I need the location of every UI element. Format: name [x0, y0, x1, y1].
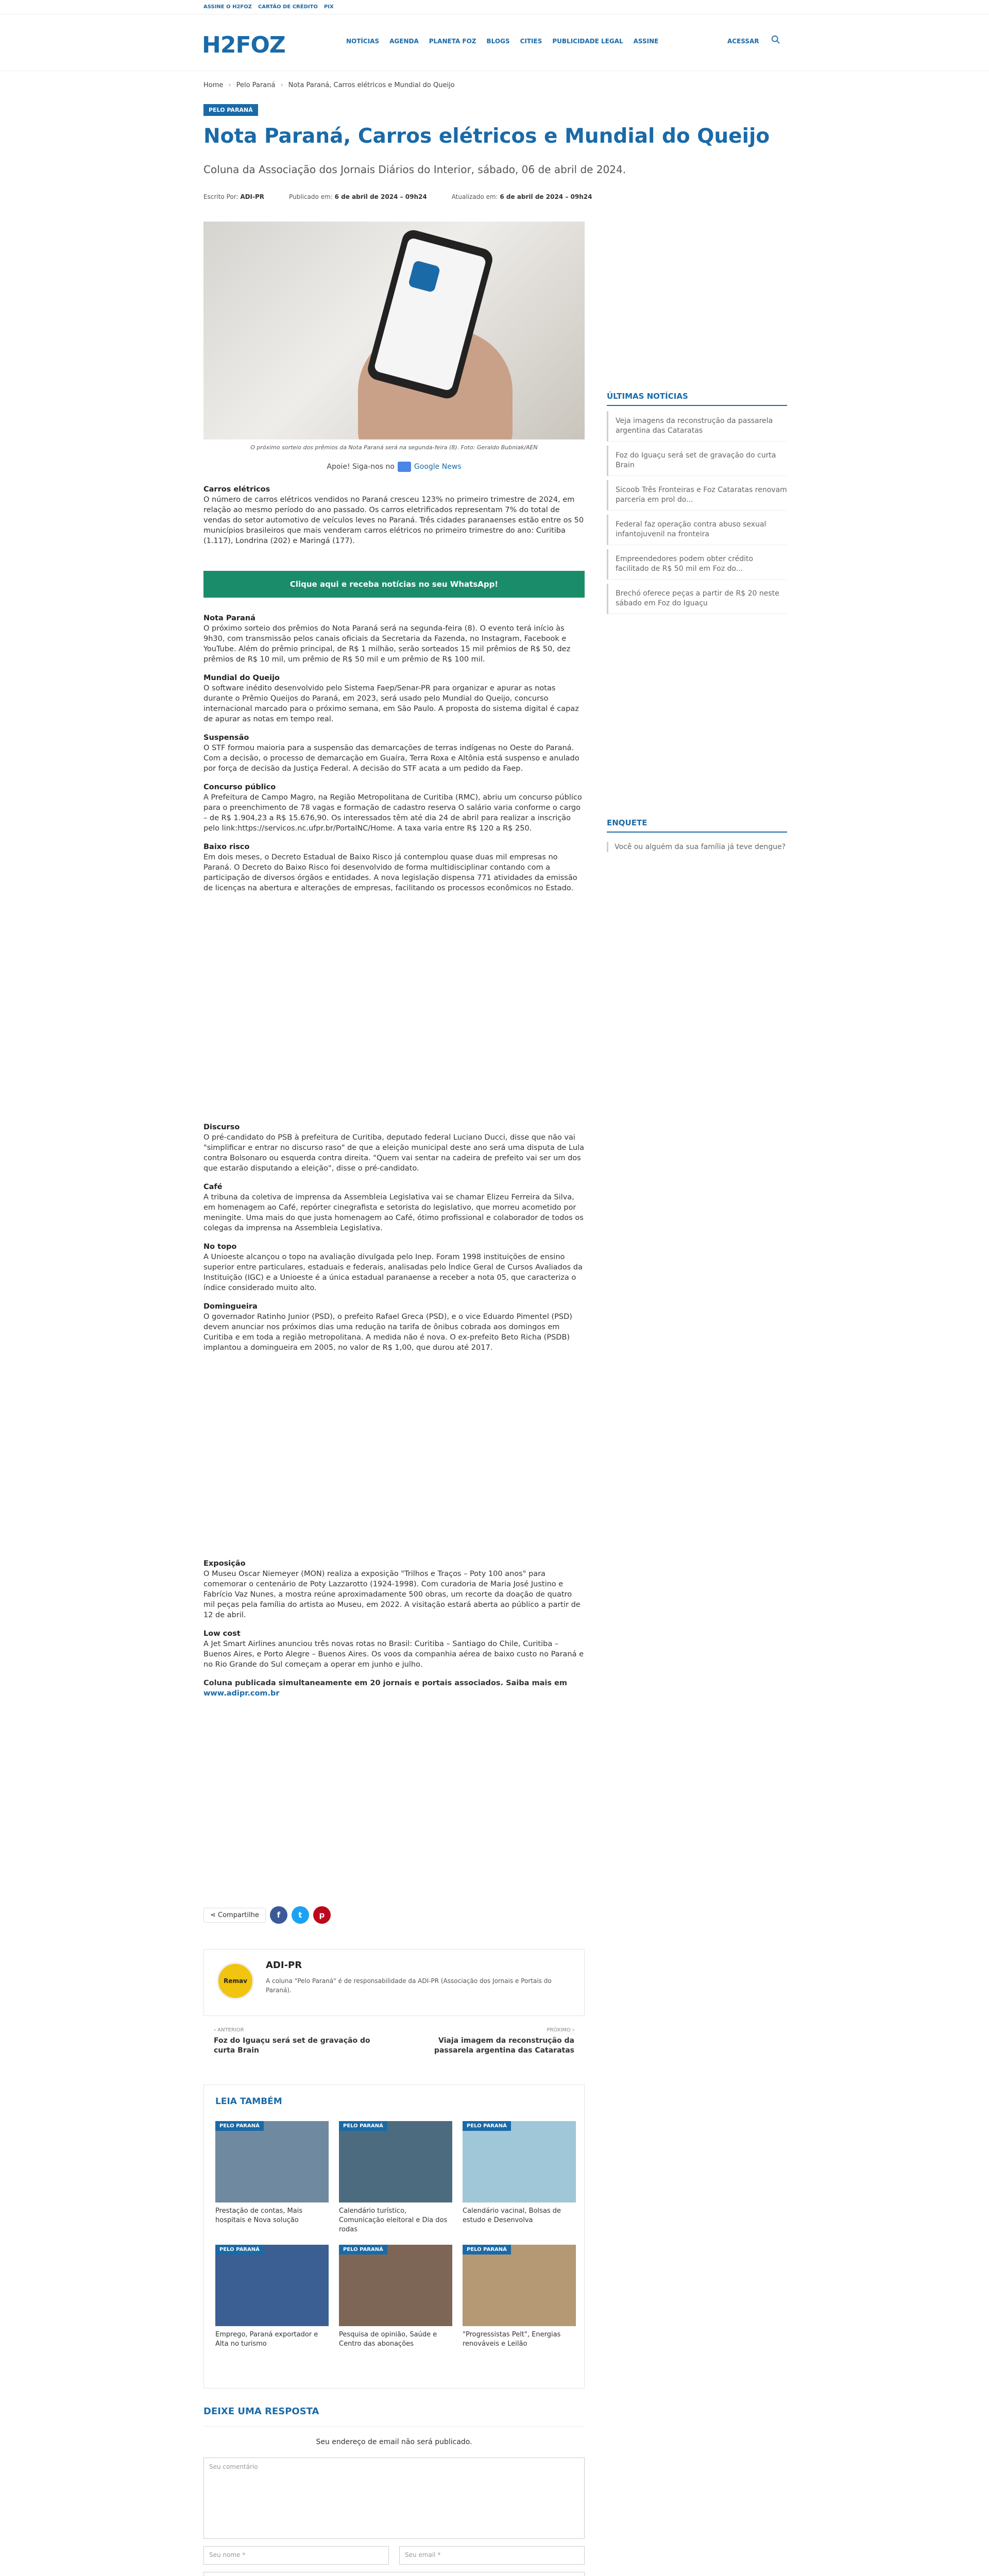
section-heading: Concurso público [203, 783, 276, 791]
latest-item[interactable]: Sicoob Três Fronteiras e Foz Cataratas renovam parceria em prol do... [607, 480, 787, 511]
article-body-b [203, 613, 585, 893]
name-field[interactable]: Seu nome * [203, 2546, 389, 2565]
related-tag[interactable]: PELO PARANÁ [463, 2121, 511, 2131]
top-links [203, 4, 334, 10]
section-heading: Domingueira [203, 1302, 258, 1311]
section-paragraph: Em dois meses, o Decreto Estadual de Baixo Risco já contemplou quase duas mil empresas no Paraná. O Decreto do Baixo Risco foi desenvolvido de forma multidisciplinar contando com a participação de diversos órgãos e entidades. A nova legislação dispensa 771 atividades da emissão de licenças na abertura e alterações de empresas, facilitando os processos econômicos no Estado. [203, 853, 577, 892]
related-tag[interactable]: PELO PARANÁ [215, 2245, 264, 2255]
app-icon [408, 260, 441, 293]
related-thumbnail[interactable] [215, 2245, 329, 2326]
related-card[interactable] [215, 2245, 329, 2358]
latest-item[interactable]: Federal faz operação contra abuso sexual infantojuvenil na fronteira [607, 515, 787, 545]
whatsapp-button[interactable]: Clique aqui e receba notícias no seu WhatsApp! [203, 571, 585, 598]
hero-image [203, 222, 585, 439]
related-thumbnail[interactable] [215, 2121, 329, 2202]
section-heading: Mundial do Queijo [203, 674, 280, 682]
related-tag[interactable]: PELO PARANÁ [463, 2245, 511, 2255]
related-caption[interactable]: Prestação de contas, Mais hospitais e Nova solução [215, 2207, 303, 2224]
section-heading: Discurso [203, 1123, 240, 1131]
related-tag[interactable]: PELO PARANÁ [215, 2121, 264, 2131]
breadcrumb-current: Nota Paraná, Carros elétricos e Mundial do Queijo [288, 81, 455, 89]
avatar: Remav [217, 1962, 254, 1999]
related-caption[interactable]: Calendário turístico, Comunicação eleitoral e Dia dos rodas [339, 2207, 448, 2233]
sidebar-poll-title: ENQUETE [607, 818, 787, 833]
share-bar [203, 1906, 331, 1924]
related-card[interactable] [215, 2121, 329, 2234]
related-thumbnail[interactable] [339, 2121, 452, 2202]
related-caption[interactable]: Pesquisa de opinião, Saúde e Centro das abonações [339, 2331, 437, 2348]
article-body-a [203, 484, 585, 546]
google-news-icon [398, 462, 411, 472]
section-paragraph: O software inédito desenvolvido pelo Sistema Faep/Senar-PR para organizar e apurar as notas durante o Prêmio Queijos do Paraná, em 2023, será usado pelo Mundial do Queijo, concurso internacional marcado para o próximo semana, em São Paulo. A proposta do sistema digital é capaz de apurar as notas em tempo real. [203, 684, 579, 723]
related-card[interactable] [339, 2121, 452, 2234]
nav-agenda[interactable]: AGENDA [389, 38, 419, 45]
website-field[interactable] [203, 2572, 585, 2576]
top-link-assine[interactable]: ASSINE O H2FOZ [203, 4, 252, 10]
pinterest-icon[interactable]: p [313, 1906, 331, 1924]
section-paragraph: O Museu Oscar Niemeyer (MON) realiza a exposição "Trilhos e Traços – Poty 100 anos" para comemorar o centenário de Poty Lazzarotto (1924-1998). Com curadoria de Maria José Justino e Fabrício Vaz Nunes, a mostra reúne aproximadamente 500 obras, um recorte da doação de quatro mil peças pela família do artista ao Museu, em 2022. A visitação estará aberta ao público a partir de 12 de abril. [203, 1570, 581, 1619]
related-tag[interactable]: PELO PARANÁ [339, 2245, 387, 2255]
nav-publicidade-legal[interactable]: PUBLICIDADE LEGAL [552, 38, 623, 45]
author-name[interactable]: ADI-PR [266, 1960, 302, 1971]
section-paragraph: A tribuna da coletiva de imprensa da Assembleia Legislativa vai se chamar Elizeu Ferreira da Silva, em homenagem ao Café, repórter cinegrafista e setorista do legislativo, que morreu acometido por meningite. Uma mais do que justa homenagem ao Café, ótimo profissional e colaborador de todos os colegas da imprensa na Assembleia Legislativa. [203, 1193, 584, 1232]
sidebar-latest [607, 392, 787, 618]
sidebar-latest-title: ÚLTIMAS NOTÍCIAS [607, 392, 787, 406]
related-thumbnail[interactable] [463, 2245, 576, 2326]
article-subtitle: Coluna da Associação dos Jornais Diários do Interior, sábado, 06 de abril de 2024. [203, 163, 626, 176]
share-button[interactable]: ⋖ Compartilhe [203, 1908, 266, 1923]
nav-blogs[interactable]: BLOGS [486, 38, 510, 45]
nav-assine[interactable]: ASSINE [633, 38, 659, 45]
comment-note: Seu endereço de email não será publicado. [316, 2438, 472, 2446]
poll-question[interactable]: Você ou alguém da sua família já teve dengue? [607, 842, 787, 852]
section-heading: Low cost [203, 1630, 241, 1638]
meta-updated: Atualizado em: 6 de abril de 2024 – 09h24 [451, 193, 592, 200]
latest-item[interactable]: Foz do Iguaçu será set de gravação do curta Brain [607, 446, 787, 476]
post-navigation [203, 2027, 585, 2069]
google-news-follow[interactable]: Apoie! Siga-nos no Google News [327, 463, 462, 471]
sidebar-poll [607, 818, 787, 852]
section-paragraph: O pré-candidato do PSB à prefeitura de Curitiba, deputado federal Luciano Ducci, disse que não vai "simplificar e entrar no discurso raso" de que a eleição municipal deste ano será uma disputa de Lula contra Bolsonaro ou esquerda contra direita. "Quem vai sentar na cadeira de prefeito vai ser um dos que estarão disputando a eleição", disse o pré-candidato. [203, 1133, 584, 1173]
top-bar [0, 0, 989, 14]
section-heading: Nota Paraná [203, 614, 255, 622]
section-paragraph: O próximo sorteio dos prêmios do Nota Paraná será na segunda-feira (8). O evento terá início às 9h30, com transmissão pelos canais oficiais da Secretaria da Fazenda, no Instagram, Facebook e YouTube. Além do prêmio principal, de R$ 1 milhão, serão sorteados 15 mil prêmios de R$ 50, dez prêmios de R$ 10 mil, um prêmio de R$ 50 mil e um prêmio de R$ 100 mil. [203, 624, 571, 664]
nav-noticias[interactable]: NOTÍCIAS [346, 38, 380, 45]
meta-published: Publicado em: 6 de abril de 2024 – 09h24 [289, 193, 427, 200]
page-title: Nota Paraná, Carros elétricos e Mundial do Queijo [203, 125, 770, 148]
latest-item[interactable]: Brechó oferece peças a partir de R$ 20 neste sábado em Foz do Iguaçu [607, 584, 787, 614]
section-paragraph: A Jet Smart Airlines anunciou três novas rotas no Brasil: Curitiba – Santiago do Chile, Curitiba – Buenos Aires, e Porto Alegre – Buenos Aires. Os voos da companhia aérea de baixo custo no Paraná e no Rio Grande do Sul começam a operar em junho e julho. [203, 1640, 584, 1669]
breadcrumb-separator: › [280, 81, 283, 89]
latest-list [607, 411, 787, 614]
related-posts [203, 2084, 585, 2388]
section-heading: Café [203, 1183, 223, 1191]
section-paragraph: A Prefeitura de Campo Magro, na Região Metropolitana de Curitiba (RMC), abriu um concurso público para o preenchimento de 78 vagas e formação de cadastro reserva O salário varia conforme o cargo – de R$ 1.904,23 a R$ 15.676,90. Os interessados têm até dia 24 de abril para realizar a inscrição pelo link:https://servicos.nc.ufpr.br/PortalNC/Home. A taxa varia entre R$ 120 a R$ 250. [203, 793, 582, 833]
article-body-c [203, 1122, 585, 1353]
section-paragraph: O STF formou maioria para a suspensão das demarcações de terras indígenas no Oeste do Paraná. Com a decisão, o processo de demarcação em Guaíra, Terra Roxa e Altônia está suspenso e anulado por força de decisão da Justiça Federal. A decisão do STF acata a um pedido da Faep. [203, 744, 579, 773]
related-caption[interactable]: "Progressistas Pelt", Energias renováveis e Leilão [463, 2331, 561, 2348]
related-grid [215, 2121, 576, 2358]
section-heading: Exposição [203, 1560, 246, 1568]
related-caption[interactable]: Emprego, Paraná exportador e Alta no turismo [215, 2331, 318, 2348]
nav-cities[interactable]: CITIES [520, 38, 542, 45]
facebook-icon[interactable]: f [270, 1906, 287, 1924]
section-heading: Carros elétricos [203, 485, 270, 494]
nav-planeta-foz[interactable]: PLANETA FOZ [429, 38, 476, 45]
latest-item[interactable]: Empreendedores podem obter crédito facilitado de R$ 50 mil em Foz do... [607, 549, 787, 580]
section-paragraph: O governador Ratinho Junior (PSD), o prefeito Rafael Greca (PSD), e o vice Eduardo Pimentel (PSD) devem anunciar nos próximos dias uma redução na tarifa de ônibus cobrada aos domingos em Curitiba e em toda a região metropolitana. A medida não é nova. O ex-prefeito Beto Richa (PSDB) implantou a domingueira em 2005, no valor de R$ 1,00, que durou até 2017. [203, 1313, 572, 1352]
related-card[interactable] [463, 2121, 576, 2234]
previous-post-link[interactable]: ‹ ANTERIOR Foz do Iguaçu será set de gravação do curta Brain [214, 2027, 370, 2055]
site-logo[interactable]: H2FOZ [202, 32, 285, 58]
section-heading: No topo [203, 1243, 237, 1251]
section-heading: Suspensão [203, 734, 249, 742]
adipr-link[interactable]: www.adipr.com.br [203, 1689, 280, 1698]
author-link[interactable]: ADI-PR [240, 193, 265, 200]
login-link[interactable]: ACESSAR [727, 38, 759, 45]
breadcrumb-home[interactable]: Home [203, 81, 224, 89]
twitter-icon[interactable]: t [292, 1906, 309, 1924]
related-thumbnail[interactable] [339, 2245, 452, 2326]
related-card[interactable] [463, 2245, 576, 2358]
author-box [203, 1949, 585, 2016]
image-caption: O próximo sorteio dos prêmios da Nota Paraná será na segunda-feira (8). Foto: Geraldo Bubniak/AEN [250, 444, 538, 451]
section-paragraph: A Unioeste alcançou o topo na avaliação divulgada pelo Inep. Foram 1998 instituições de ensino superior entre particulares, estaduais e federais, analisadas pelo Índice Geral de Cursos Avaliados da Instituição (IGC) e a Unioeste é a única estadual paranaense a receber a nota 05, que caracteriza o índice considerado muito alto. [203, 1253, 583, 1292]
search-icon[interactable] [771, 35, 780, 44]
next-post-link[interactable]: PRÓXIMO › Viaja imagem da reconstrução da passarela argentina das Cataratas [434, 2027, 574, 2055]
latest-item[interactable]: Veja imagens da reconstrução da passarela argentina das Cataratas [607, 411, 787, 442]
site-header [0, 14, 989, 71]
article-body-d [203, 1558, 585, 1699]
meta-author: Escrito Por: ADI-PR [203, 193, 265, 200]
comment-form [203, 2406, 585, 2576]
related-card[interactable] [339, 2245, 452, 2358]
top-link-cartao[interactable]: CARTÃO DE CRÉDITO [258, 4, 318, 10]
section-heading: Baixo risco [203, 843, 250, 851]
comment-title: DEIXE UMA RESPOSTA [203, 2406, 585, 2427]
closing-note: Coluna publicada simultaneamente em 20 jornais e portais associados. Saiba mais em www.adipr.com.br [203, 1679, 567, 1698]
category-tag[interactable]: PELO PARANÁ [203, 104, 258, 116]
article-meta [203, 193, 592, 200]
related-thumbnail[interactable] [463, 2121, 576, 2202]
breadcrumb [203, 81, 455, 89]
email-field[interactable]: Seu email * [399, 2546, 585, 2565]
related-caption[interactable]: Calendário vacinal, Bolsas de estudo e Desenvolva [463, 2207, 561, 2224]
related-title: LEIA TAMBÉM [215, 2096, 282, 2107]
author-bio: A coluna "Pelo Paraná" é de responsabilidade da ADI-PR (Associação dos Jornais e Portais do Paraná). [266, 1977, 552, 1994]
comment-textarea[interactable]: Seu comentário [203, 2458, 585, 2539]
breadcrumb-separator: › [228, 81, 231, 89]
breadcrumb-section[interactable]: Pelo Paraná [236, 81, 276, 89]
section-paragraph: O número de carros elétricos vendidos no Paraná cresceu 123% no primeiro trimestre de 2024, em relação ao mesmo período do ano passado. Os carros eletrificados representam 7% do total de vendas do setor automotivo de veículos leves no Paraná. Três cidades paranaenses estão entre os 50 municípios brasileiros que mais venderam carros elétricos no primeiro trimestre do ano: Curitiba (1.117), Londrina (202) e Maringá (177). [203, 496, 584, 545]
related-tag[interactable]: PELO PARANÁ [339, 2121, 387, 2131]
main-nav [346, 38, 658, 45]
top-link-pix[interactable]: PIX [323, 4, 334, 10]
